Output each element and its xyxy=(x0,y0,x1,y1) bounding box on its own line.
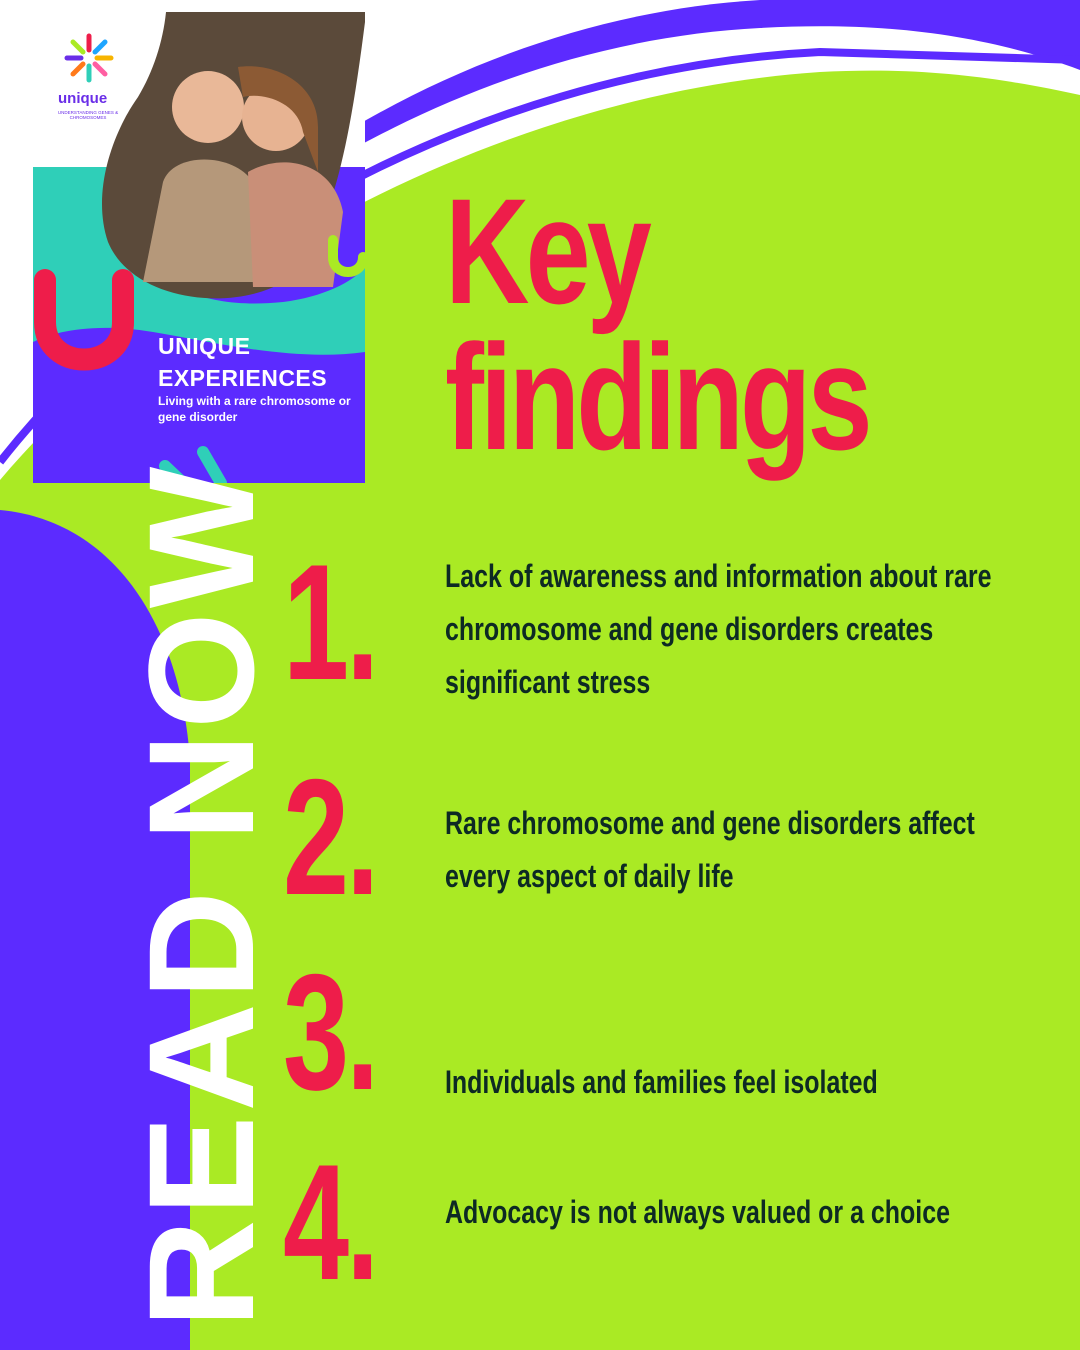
cover-subtitle: Living with a rare chromosome or gene disorder xyxy=(158,394,351,424)
logo-tagline: UNDERSTANDING GENES & CHROMOSOMES xyxy=(57,110,119,120)
flower-logo-icon xyxy=(61,30,117,86)
finding-text-3: Individuals and families feel isolated xyxy=(445,1064,878,1100)
page-title-line1: Key xyxy=(445,167,648,335)
finding-number-2: 2. xyxy=(283,745,377,929)
page-title xyxy=(445,167,869,481)
finding-number-4: 4. xyxy=(283,1130,377,1314)
cover-title-line1: UNIQUE xyxy=(158,333,251,359)
cover-title-line2: EXPERIENCES xyxy=(158,365,328,391)
report-cover[interactable] xyxy=(33,12,365,483)
finding-number-3: 3. xyxy=(283,940,377,1124)
finding-text-2: Rare chromosome and gene disorders affect every aspect of daily life xyxy=(445,805,975,894)
page-title-line2: findings xyxy=(445,313,869,481)
finding-number-1: 1. xyxy=(283,530,377,714)
finding-text-4: Advocacy is not always valued or a choice xyxy=(445,1194,950,1230)
read-now-button[interactable]: READ NOW xyxy=(117,462,285,1328)
cover-title xyxy=(158,330,327,394)
logo-wordmark: unique xyxy=(58,90,108,107)
finding-text-1: Lack of awareness and information about rare chromosome and gene disorders creates significant stress xyxy=(445,558,992,700)
